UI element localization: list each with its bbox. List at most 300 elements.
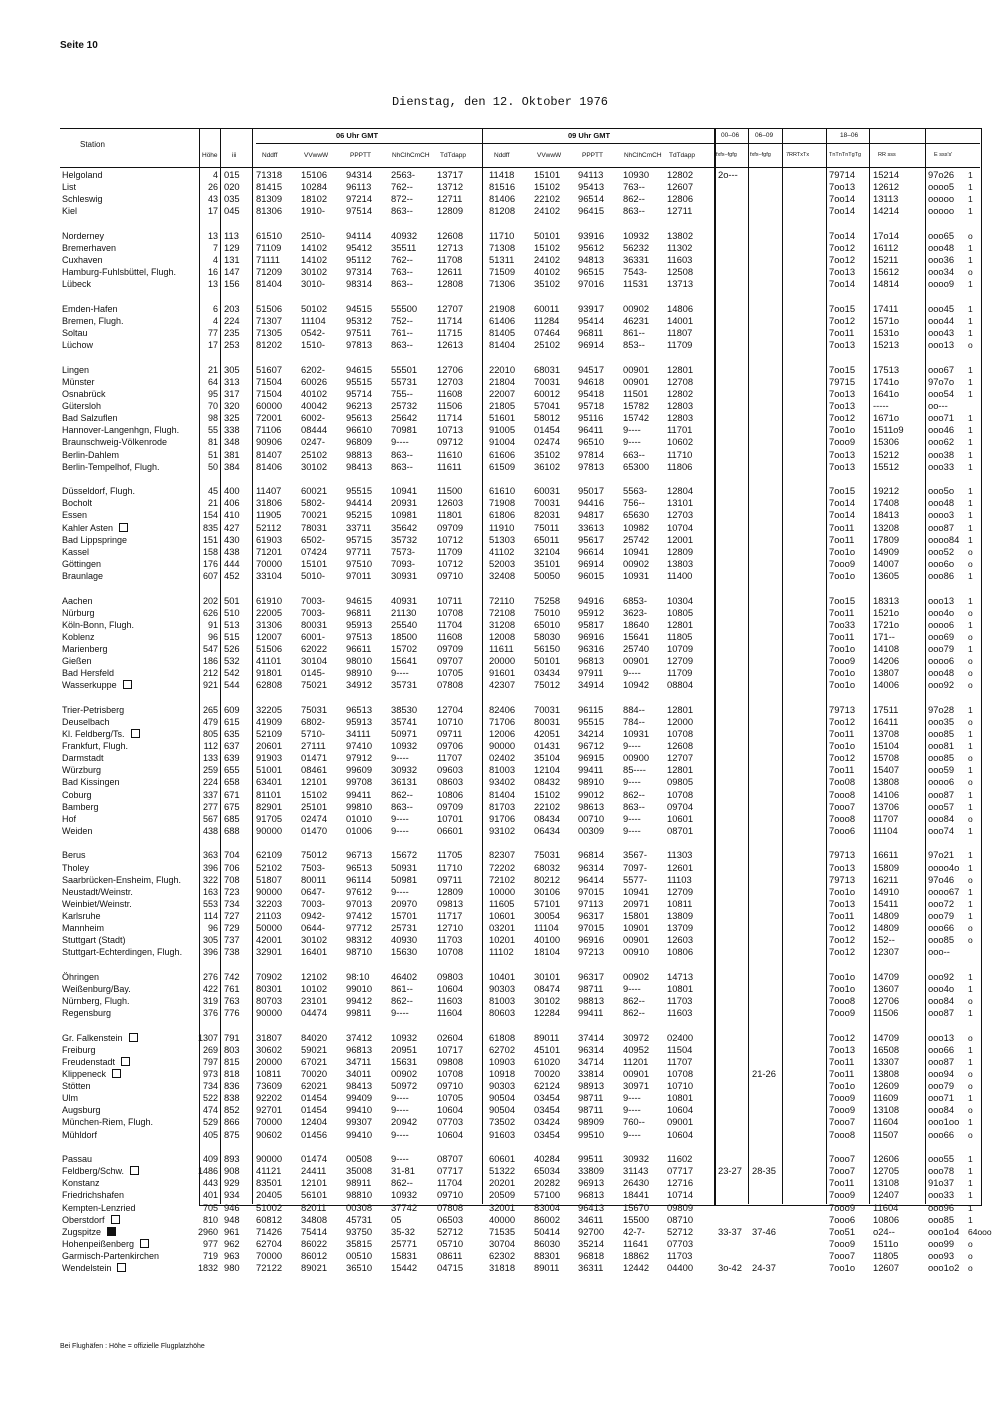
station-name: Helgoland [62, 170, 103, 180]
obs-06-group-1: 63401 [256, 776, 283, 788]
header-ff-00: fxfx–fgfg [716, 152, 737, 158]
station-index: 836 [224, 1080, 240, 1092]
obs-06-group-5: 12809 [437, 205, 464, 217]
obs-06-group-1: 52102 [256, 861, 283, 873]
obs-06-group-4: 35731 [391, 679, 418, 691]
station-name: Lüchow [62, 340, 94, 351]
obs-09-group-3: 94916 [578, 594, 605, 606]
group-esss: o [968, 1238, 973, 1249]
station-name: Oberstdorf [62, 1214, 120, 1226]
station-index: 791 [224, 1031, 240, 1043]
station-height: 95 [207, 389, 218, 399]
group-18-06-tn: 13605 [873, 569, 900, 581]
group-18-06-rr: 7oo1o [829, 545, 856, 557]
open-square-icon [117, 1263, 126, 1272]
obs-09-group-3: 97015 [578, 922, 605, 933]
table-row [0, 522, 1000, 534]
station-index: 742 [224, 970, 240, 982]
obs-06-group-3: 96610 [346, 424, 373, 436]
group-18-06-tn: 11609 [873, 1092, 899, 1104]
station-height: 96 [207, 923, 218, 933]
obs-06-group-1: 71106 [256, 424, 282, 436]
obs-06-group-1: 41101 [256, 655, 282, 666]
obs-06-group-4: 35741 [391, 715, 418, 727]
gust-06-09: 37-46 [752, 1225, 776, 1237]
obs-09-group-5: 09001 [667, 1116, 694, 1128]
station-height: 835 [202, 522, 218, 533]
gust-06-09: 21-26 [752, 1068, 776, 1079]
group-18-06-rr: 7oo12 [829, 946, 856, 958]
table-row [0, 667, 1000, 679]
station-name: Bad Lippspringe [62, 534, 128, 545]
group-18-06-tn: 15512 [873, 460, 900, 472]
obs-06-group-5: 06503 [437, 1213, 464, 1225]
obs-09-group-4: 00910 [623, 946, 650, 958]
obs-06-group-4: 15442 [391, 1262, 418, 1273]
obs-09-group-4: 853-- [623, 339, 645, 351]
obs-09-group-2: 15101 [534, 169, 561, 180]
group-18-06-tn: 1511o9 [873, 424, 904, 436]
obs-06-group-4: 50972 [391, 1080, 418, 1092]
obs-06-group-4: 762-- [391, 254, 413, 266]
group-esss: 1 [968, 643, 973, 654]
station-height: 719 [202, 1250, 218, 1261]
obs-06-group-4: 55731 [391, 375, 418, 387]
group-18-06-tn: 11805 [873, 1249, 899, 1261]
obs-09-group-5: 12804 [667, 485, 694, 497]
group-18-06-rrsss: ooo66 [928, 1128, 955, 1140]
obs-09-group-5: 12802 [667, 169, 694, 180]
obs-06-group-4: 25732 [391, 400, 418, 412]
obs-09-group-2: 35102 [534, 448, 561, 460]
obs-09-group-2: 89011 [534, 1262, 560, 1273]
group-18-06-rr: 7ooo9 [829, 1104, 856, 1116]
table-row [0, 1116, 1000, 1128]
obs-06-group-3: 95714 [346, 388, 373, 399]
group-18-06-tn: 15213 [873, 339, 900, 351]
obs-09-group-5: 13802 [667, 229, 694, 241]
obs-06-group-5: 04715 [437, 1262, 464, 1273]
obs-09-group-1: 80603 [489, 1007, 516, 1019]
obs-06-group-3: 95215 [346, 509, 373, 521]
obs-09-group-4: 9---- [623, 740, 641, 752]
obs-09-group-1: 11605 [489, 897, 515, 909]
obs-06-group-5: 11610 [437, 448, 463, 460]
station-height: 158 [202, 546, 218, 557]
obs-06-group-5: 11608 [437, 630, 463, 642]
obs-09-group-2: 68031 [534, 363, 561, 375]
table-row [0, 1056, 1000, 1068]
group-18-06-rr: 79713 [829, 703, 856, 715]
obs-06-group-5: 11709 [437, 545, 463, 557]
obs-09-group-1: 20201 [489, 1177, 516, 1189]
obs-06-group-3: 94114 [346, 229, 372, 241]
obs-06-group-2: 15102 [301, 788, 328, 800]
obs-06-group-2: 01454 [301, 1104, 328, 1116]
group-18-06-rr: 7ooo9 [829, 557, 856, 569]
station-height: 607 [202, 570, 218, 581]
obs-06-group-4: 25642 [391, 412, 418, 424]
obs-09-group-1: 81406 [489, 193, 516, 205]
obs-09-group-4: 15641 [623, 630, 650, 642]
obs-06-group-1: 71209 [256, 266, 283, 278]
station-height: 474 [202, 1105, 218, 1116]
obs-06-group-4: 46402 [391, 970, 418, 982]
obs-09-group-2: 01431 [534, 740, 561, 752]
obs-06-group-1: 32205 [256, 703, 283, 715]
obs-06-group-3: 99411 [346, 788, 372, 800]
header-00-06: 00–06 [721, 132, 740, 139]
obs-06-group-1: 51506 [256, 642, 283, 654]
obs-09-group-4: 15500 [623, 1213, 650, 1225]
station-height: 17 [207, 340, 218, 351]
obs-06-group-2: 40042 [301, 400, 328, 412]
obs-09-group-2: 40284 [534, 1153, 561, 1165]
obs-06-group-3: 99307 [346, 1116, 373, 1128]
obs-06-group-5: 11801 [437, 509, 463, 521]
table-row [0, 364, 1000, 376]
obs-09-group-3: 95017 [578, 485, 605, 497]
obs-09-group-5: 12716 [667, 1177, 694, 1189]
group-esss: 1 [968, 279, 973, 290]
group-esss: o [968, 1129, 973, 1140]
station-height: 396 [202, 862, 218, 873]
group-esss: o [968, 546, 973, 557]
obs-09-group-4: 46231 [623, 315, 650, 326]
obs-06-group-5: 09711 [437, 873, 463, 885]
obs-06-group-2: 1510- [301, 339, 325, 351]
obs-09-group-3: 95116 [578, 412, 604, 424]
table-row [0, 388, 1000, 400]
group-18-06-tn: 11604 [873, 1201, 899, 1213]
obs-06-group-1: 71318 [256, 169, 283, 180]
group-18-06-tn: 12407 [873, 1189, 900, 1201]
group-esss: o [968, 874, 973, 885]
obs-09-group-4: 20971 [623, 897, 650, 909]
station-index: 852 [224, 1104, 240, 1116]
station-index: 317 [224, 388, 240, 399]
obs-06-group-5: 09707 [437, 655, 464, 666]
obs-06-group-1: 60812 [256, 1213, 283, 1225]
group-esss: 1 [968, 1202, 973, 1213]
station-index: 838 [224, 1092, 240, 1104]
group-18-06-tn: 12607 [873, 1262, 900, 1273]
group-18-06-rrsss: ooo99 [928, 1237, 955, 1249]
obs-06-group-2: 23101 [301, 995, 328, 1006]
obs-09-group-5: 11805 [667, 630, 693, 642]
obs-09-group-3: 96515 [578, 266, 605, 278]
group-18-06-rr: 7ooo9 [829, 1092, 856, 1104]
open-square-icon [129, 1033, 138, 1042]
open-square-icon [130, 1166, 139, 1175]
group-esss: 1 [968, 619, 973, 630]
obs-09-group-4: 663-- [623, 448, 645, 460]
obs-09-group-1: 82406 [489, 703, 516, 715]
table-row [0, 169, 1000, 181]
open-square-icon [111, 1215, 120, 1224]
obs-06-group-1: 81309 [256, 193, 283, 205]
obs-06-group-4: 21130 [391, 606, 417, 618]
station-height: 151 [202, 534, 218, 545]
table-row [0, 898, 1000, 910]
station-index: 803 [224, 1043, 240, 1055]
station-index: 035 [224, 193, 240, 205]
obs-06-group-1: 81306 [256, 205, 283, 217]
group-18-06-tn: 12606 [873, 1153, 900, 1165]
obs-06-group-1: 71504 [256, 375, 283, 387]
obs-09-group-3: 36311 [578, 1262, 604, 1273]
group-18-06-tn: 1741o [873, 375, 900, 387]
station-index: 544 [224, 679, 240, 691]
station-height: 96 [207, 631, 218, 642]
group-18-06-tn: 14106 [873, 788, 900, 800]
station-height: 422 [202, 983, 218, 994]
group-18-06-rr: 79715 [829, 375, 856, 387]
obs-09-group-1: 21804 [489, 375, 516, 387]
obs-09-group-1: 12008 [489, 630, 516, 642]
station-index: 946 [224, 1201, 240, 1213]
obs-09-group-2: 50050 [534, 569, 561, 581]
station-name: Bremen, Flugh. [62, 316, 124, 326]
obs-09-group-4: 862-- [623, 788, 645, 800]
group-18-06-rrsss: ooo84 [928, 1104, 955, 1116]
group-18-06-rr: 7oo12 [829, 412, 856, 424]
obs-09-group-5: 12801 [667, 363, 694, 375]
obs-06-group-5: 11714 [437, 412, 463, 424]
obs-06-group-4: 20931 [391, 497, 418, 509]
obs-09-group-5: 10304 [667, 594, 694, 606]
group-18-06-rrsss: ooo48 [928, 242, 955, 253]
group-18-06-rr: 7oo13 [829, 460, 856, 472]
obs-09-group-5: 10602 [667, 436, 694, 448]
obs-09-group-2: 25102 [534, 339, 561, 351]
group-18-06-tn: 15708 [873, 752, 900, 764]
obs-09-group-2: 50101 [534, 655, 561, 666]
station-index: 501 [224, 594, 240, 606]
obs-09-group-2: 58012 [534, 412, 561, 424]
obs-09-group-2: 12284 [534, 1007, 561, 1019]
obs-06-group-4: 50981 [391, 873, 418, 885]
obs-06-group-5: 07717 [437, 1165, 464, 1177]
group-18-06-rrsss: ooo52 [928, 545, 955, 557]
obs-06-group-4: 862-- [391, 1177, 413, 1189]
group-18-06-rrsss: ooo48 [928, 497, 955, 509]
obs-09-group-2: 45101 [534, 1043, 561, 1055]
obs-09-group-3: 95912 [578, 606, 605, 618]
obs-09-group-2: 70020 [534, 1068, 561, 1079]
obs-09-group-3: 33613 [578, 521, 605, 533]
obs-06-group-5: 12711 [437, 193, 463, 205]
obs-09-group-2: 82031 [534, 509, 561, 521]
group-18-06-rr: 7ooo9 [829, 436, 856, 448]
station-index: 729 [224, 922, 240, 933]
obs-06-group-1: 42001 [256, 934, 283, 946]
station-name: Bad Kissingen [62, 777, 120, 788]
obs-06-group-1: 70902 [256, 970, 283, 982]
obs-09-group-2: 22102 [534, 800, 561, 812]
station-index: 515 [224, 630, 240, 642]
obs-06-group-2: 86012 [301, 1249, 328, 1261]
obs-09-group-5: 12802 [667, 388, 694, 399]
obs-06-group-3: 97314 [346, 266, 373, 278]
group-esss: 64ooo [968, 1226, 992, 1237]
station-name: Münster [62, 376, 95, 387]
obs-06-group-2: 30102 [301, 460, 328, 472]
group-18-06-rrsss: ooo1oo [928, 1116, 960, 1128]
group-18-06-rr: 7oo1o [829, 970, 856, 982]
group-esss: 1 [968, 461, 973, 472]
group-18-06-tn: 15407 [873, 764, 900, 776]
header-group-09: 09 Uhr GMT [568, 131, 611, 140]
group-18-06-rr: 7oo13 [829, 400, 856, 412]
obs-09-group-3: 97113 [578, 897, 604, 909]
station-name: Weiden [62, 825, 93, 836]
obs-09-group-1: 81703 [489, 800, 516, 812]
station-index: 637 [224, 740, 240, 752]
group-18-06-rr: 7ooo9 [829, 655, 856, 666]
obs-09-group-3: 96314 [578, 1043, 605, 1055]
obs-06-group-1: 80301 [256, 982, 283, 994]
obs-09-group-4: 26430 [623, 1177, 650, 1189]
obs-09-group-1: 72202 [489, 861, 516, 873]
obs-09-group-1: 90504 [489, 1092, 516, 1104]
obs-09-group-2: 03454 [534, 1128, 561, 1140]
table-row [0, 461, 1000, 473]
obs-06-group-5: 11611 [437, 460, 462, 472]
obs-06-group-1: 81415 [256, 181, 283, 193]
obs-06-group-2: 70021 [301, 509, 328, 521]
obs-09-group-4: 7543- [623, 266, 647, 278]
group-18-06-rrsss: ooo92 [928, 970, 955, 982]
obs-09-group-1: 81404 [489, 339, 516, 351]
group-18-06-rrsss: ooo13 [928, 1031, 955, 1043]
obs-06-group-1: 81101 [256, 788, 282, 800]
obs-06-group-3: 99810 [346, 800, 373, 812]
obs-06-group-1: 70000 [256, 557, 283, 569]
obs-06-group-2: 07424 [301, 545, 328, 557]
group-18-06-rrsss: ooo33 [928, 1189, 955, 1201]
obs-09-group-1: 60601 [489, 1153, 516, 1165]
group-18-06-tn: 13808 [873, 776, 900, 788]
group-18-06-rr: 7oo11 [829, 606, 855, 618]
obs-06-group-5: 08603 [437, 776, 464, 788]
obs-09-group-5: 10708 [667, 1068, 694, 1079]
obs-09-group-3: 96414 [578, 873, 605, 885]
group-18-06-rr: 7oo11 [829, 533, 855, 545]
obs-06-group-4: 862-- [391, 788, 413, 800]
obs-09-group-3: 96316 [578, 642, 605, 654]
obs-09-group-2: 40100 [534, 934, 561, 946]
obs-09-group-3: 96317 [578, 970, 605, 982]
obs-09-group-1: 61406 [489, 315, 516, 326]
obs-09-group-4: 784-- [623, 715, 645, 727]
obs-09-group-4: 36331 [623, 254, 650, 266]
header-tdtd-06: TdTdapp [440, 152, 467, 159]
group-18-06-rr: 7oo33 [829, 618, 856, 630]
obs-09-group-1: 61509 [489, 460, 516, 472]
group-18-06-rrsss: ooo4o [928, 606, 955, 618]
obs-06-group-2: 60026 [301, 375, 328, 387]
obs-09-group-4: 10941 [623, 885, 650, 897]
gust-00-06: 23-27 [718, 1165, 742, 1177]
group-18-06-rrsss: ooo-- [928, 946, 950, 958]
obs-09-group-5: 13803 [667, 557, 694, 569]
obs-06-group-2: 01454 [301, 1092, 328, 1104]
table-row [0, 205, 1000, 217]
table-row [0, 242, 1000, 254]
obs-09-group-5: 11302 [667, 242, 693, 253]
station-name: Mannheim [62, 923, 105, 933]
station-index: 147 [224, 266, 240, 278]
obs-09-group-3: 97213 [578, 946, 605, 958]
obs-06-group-1: 31806 [256, 497, 283, 509]
station-name: Göttingen [62, 558, 102, 569]
station-height: 77 [207, 328, 218, 339]
station-name: Stuttgart-Echterdingen, Flugh. [62, 947, 183, 958]
group-18-06-rr: 7ooo8 [829, 812, 856, 824]
obs-09-group-1: 81405 [489, 327, 516, 339]
obs-09-group-5: 12801 [667, 618, 694, 630]
obs-06-group-1: 41121 [256, 1165, 282, 1177]
obs-06-group-5: 09712 [437, 436, 464, 448]
group-18-06-tn: 14709 [873, 970, 900, 982]
obs-09-group-2: 30101 [534, 970, 561, 982]
group-esss: 1 [968, 522, 973, 533]
station-name: Weißenburg/Bay. [62, 983, 131, 994]
group-18-06-rr: 7ooo8 [829, 788, 856, 800]
obs-06-group-5: 09706 [437, 740, 464, 752]
obs-06-group-3: 97412 [346, 909, 373, 921]
group-esss: 1 [968, 704, 973, 715]
header-station: Station [80, 140, 105, 149]
obs-09-group-4: 10931 [623, 569, 650, 581]
station-height: 176 [202, 558, 218, 569]
group-18-06-rr: 7oo11 [829, 521, 855, 533]
obs-09-group-2: 88301 [534, 1249, 561, 1261]
group-18-06-rrsss: oooo4o [928, 861, 960, 873]
station-name: List [62, 182, 77, 193]
group-18-06-rr: 7oo1o [829, 667, 856, 679]
group-esss: 1 [968, 437, 973, 448]
obs-09-group-3: 95413 [578, 181, 605, 193]
station-name: Deuselbach [62, 716, 110, 727]
obs-09-group-4: 56232 [623, 242, 650, 253]
group-18-06-rrsss: ooo71 [928, 1092, 955, 1104]
obs-09-group-5: 10708 [667, 788, 694, 800]
obs-09-group-4: 11641 [623, 1237, 649, 1249]
group-esss: o [968, 656, 973, 666]
group-18-06-rr: 7oo14 [829, 229, 856, 241]
station-index: 532 [224, 655, 240, 666]
obs-06-group-4: 872-- [391, 193, 413, 205]
station-height: 133 [202, 753, 218, 764]
obs-06-group-3: 00510 [346, 1249, 373, 1261]
obs-09-group-5: 12703 [667, 509, 694, 521]
group-18-06-rrsss: oooo5 [928, 181, 955, 193]
obs-06-group-2: 0647- [301, 885, 325, 897]
obs-06-group-2: 11104 [301, 315, 326, 326]
station-name: Schleswig [62, 194, 103, 205]
group-18-06-rrsss: ooo1o2 [928, 1262, 960, 1273]
station-name: Stötten [62, 1081, 91, 1092]
group-18-06-rrsss: ooo54 [928, 388, 955, 399]
obs-06-group-3: 96213 [346, 400, 373, 412]
obs-06-group-2: 01471 [301, 752, 328, 764]
obs-09-group-2: 65010 [534, 618, 561, 630]
obs-06-group-2: 30104 [301, 655, 328, 666]
station-name: Mühldorf [62, 1129, 98, 1140]
group-18-06-tn: 13706 [873, 800, 900, 812]
